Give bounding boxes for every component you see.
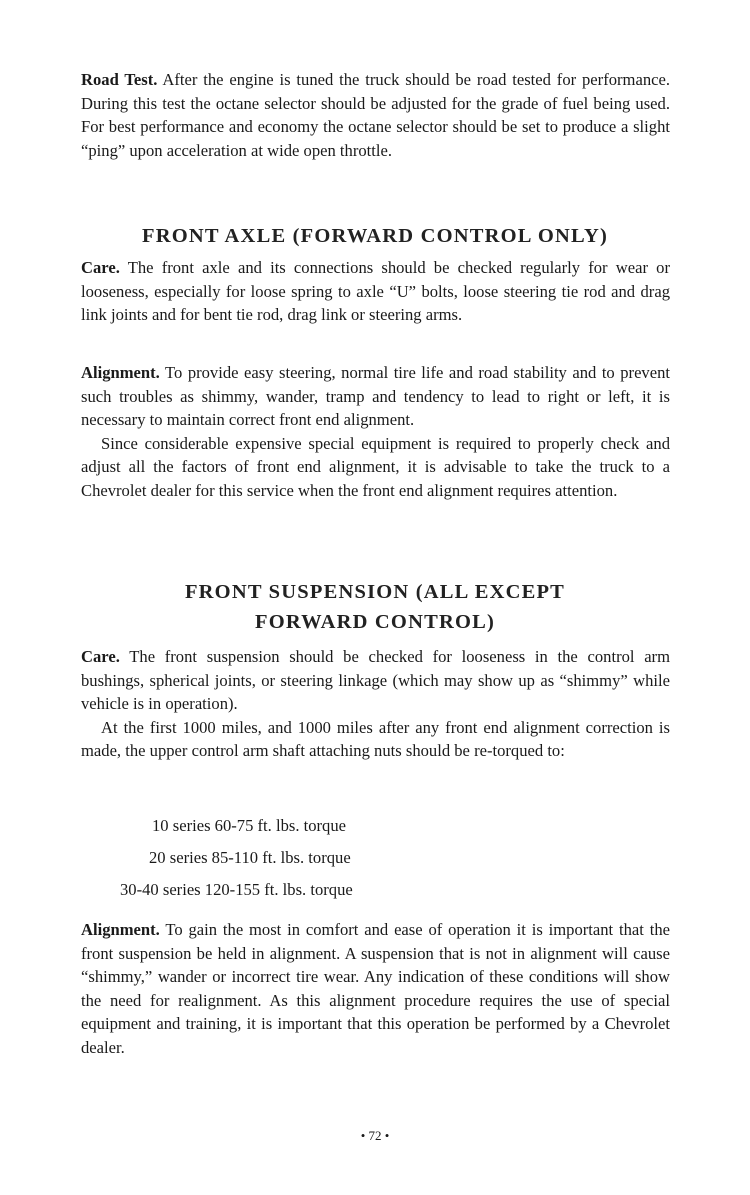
care-lead: Care.	[81, 647, 120, 666]
alignment-lead: Alignment.	[81, 363, 160, 382]
road-test-text: After the engine is tuned the truck should be road tested for performance. During this test the octane selector should be adjusted for the grade of fuel being used. For best performance and economy the octane selector should be set to produce a slight “ping” upon acceleration at wide open throttle.	[81, 70, 670, 160]
torque-spec-30-40: 30-40 series 120-155 ft. lbs. torque	[120, 880, 353, 899]
front-suspension-heading-1: FRONT SUSPENSION (ALL EXCEPT	[184, 581, 566, 603]
front-axle-alignment	[81, 361, 670, 503]
front-suspension-alignment	[81, 918, 670, 1060]
alignment-text-2: Since considerable expensive special equipment is required to properly check and adjust all the factors of front end alignment, it is advisable to take the truck to a Chevrolet dealer for this service when the front end alignment requires attention.	[81, 433, 670, 500]
alignment-text: To gain the most in comfort and ease of operation it is important that the front suspension be held in alignment. A suspension that is not in alignment will cause “shimmy,” wander or incorrect tire wear. Any indication of these conditions will show the need for realignment. As this alignment procedure requires the use of special equipment and training, it is important that this operation be performed by a Chevrolet dealer.	[81, 920, 670, 1057]
road-test-paragraph	[81, 68, 670, 162]
care-text: The front axle and its connections should be checked regularly for wear or looseness, especially for loose spring to axle “U” bolts, loose steering tie rod and drag link joints and for bent tie rod, drag link or steering arms.	[81, 258, 670, 325]
page-number: • 72 •	[360, 1128, 390, 1143]
road-test-lead: Road Test.	[81, 70, 158, 89]
care-text: The front suspension should be checked for looseness in the control arm bushings, spherical joints, or steering linkage (which may show up as “shimmy” while vehicle is in operation).	[81, 647, 670, 714]
torque-spec-10: 10 series 60-75 ft. lbs. torque	[152, 816, 347, 835]
alignment-lead: Alignment.	[81, 920, 160, 939]
front-axle-care	[81, 256, 670, 327]
front-suspension-care	[81, 645, 670, 763]
front-axle-heading: FRONT AXLE (FORWARD CONTROL ONLY)	[141, 225, 609, 247]
torque-spec-20: 20 series 85-110 ft. lbs. torque	[149, 848, 351, 867]
alignment-text: To provide easy steering, normal tire life and road stability and to prevent such troubles as shimmy, wander, tramp and tendency to lead to right or left, it is necessary to maintain correct front end alignment.	[81, 363, 670, 430]
care-lead: Care.	[81, 258, 120, 277]
front-suspension-heading-2: FORWARD CONTROL)	[255, 611, 495, 633]
torque-intro: At the first 1000 miles, and 1000 miles after any front end alignment correction is made, the upper control arm shaft attaching nuts should be re-torqued to:	[81, 717, 670, 761]
